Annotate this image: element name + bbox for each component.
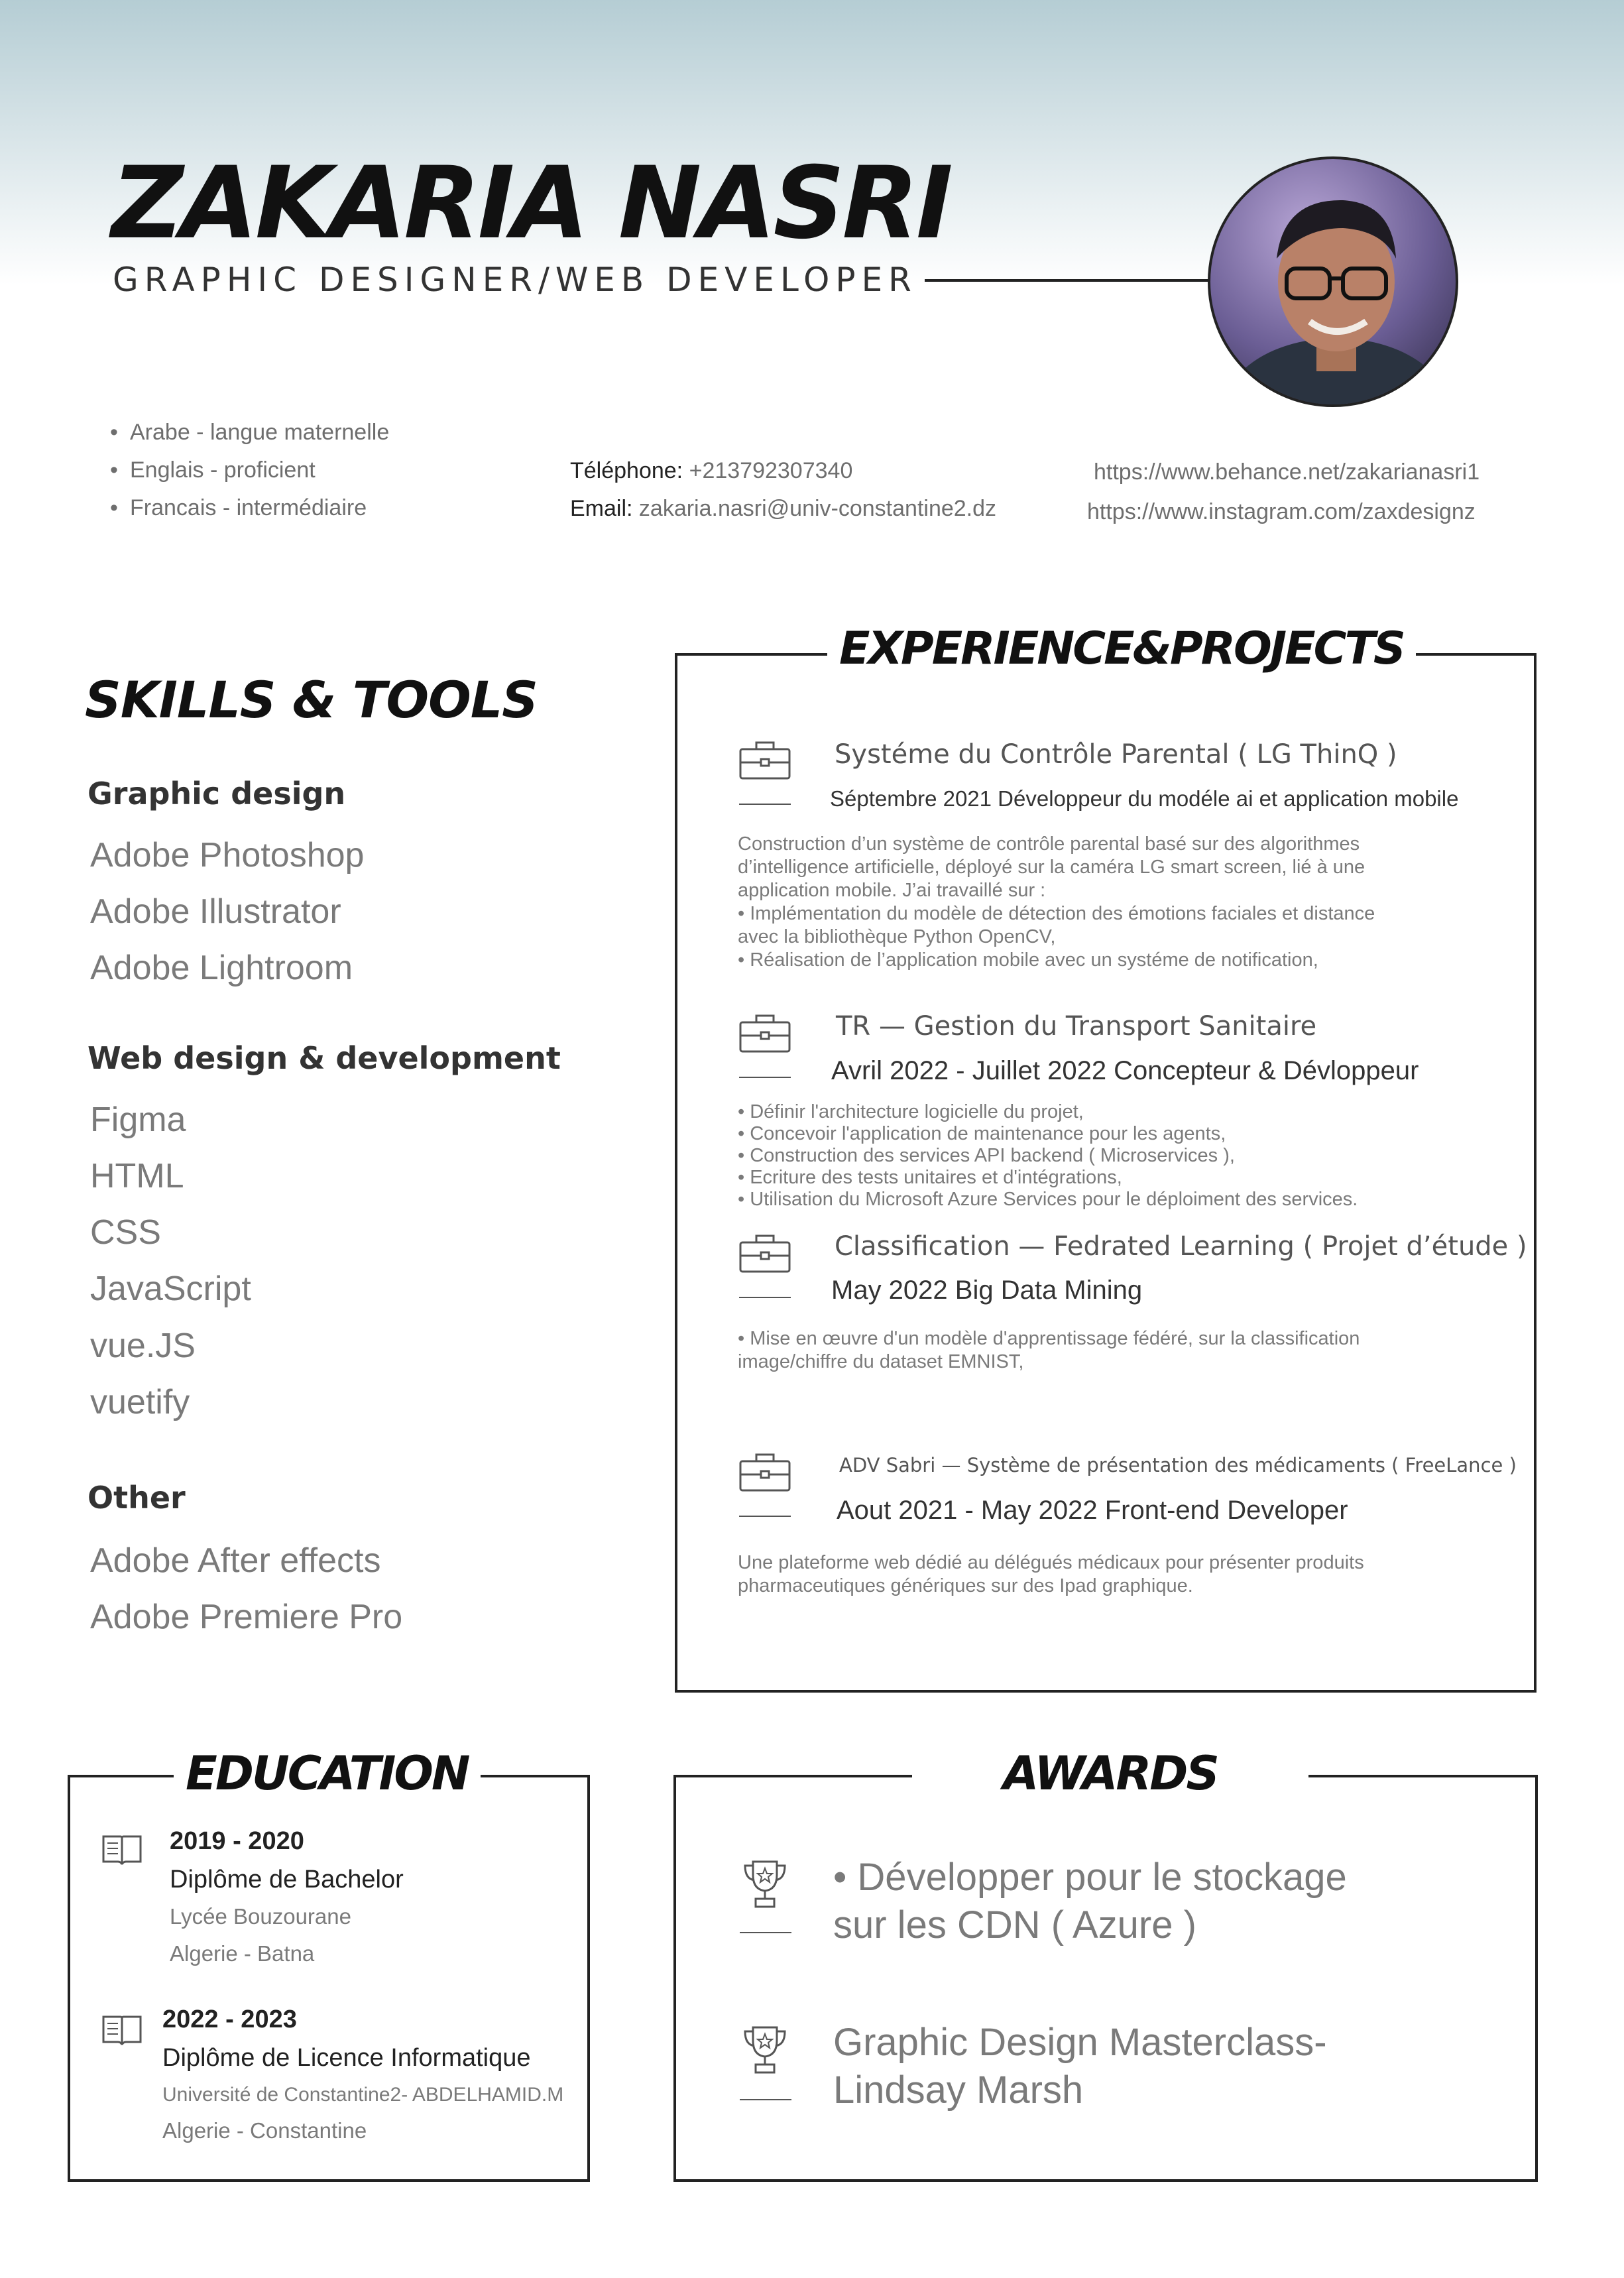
skill-item: Figma: [90, 1101, 186, 1139]
experience-heading: EXPERIENCE&PROJECTS: [827, 627, 1416, 672]
education-degree: Diplôme de Licence Informatique: [162, 2044, 531, 2072]
project-description: • Mise en œuvre d'un modèle d'apprentissage fédéré, sur la classification image/chiffre du dataset EMNIST,: [738, 1328, 1360, 1372]
briefcase-icon: [739, 1014, 791, 1054]
project-subtitle: May 2022 Big Data Mining: [831, 1276, 1143, 1305]
project-title: Systéme du Contrôle Parental ( LG ThinQ ): [835, 739, 1397, 770]
skill-item: CSS: [90, 1213, 161, 1252]
language-item: • Englais - proficient: [110, 457, 316, 483]
award-item: [833, 1854, 1347, 1949]
project-description: • Définir l'architecture logicielle du projet, • Concevoir l'application de maintenance pour les agents, • Construction des services API backend ( Microservices ), • Ecriture des tests unitaires et d'intégrations, • Utilisation du Microsoft Azure Services pour le déploiment des services.: [738, 1101, 1358, 1210]
icon-underline: [739, 1077, 791, 1078]
skill-category: Web design & development: [87, 1040, 561, 1076]
education-heading: EDUCATION: [174, 1750, 481, 1797]
skill-item: Adobe Photoshop: [90, 836, 365, 874]
project-subtitle: Séptembre 2021 Développeur du modéle ai et application mobile: [830, 786, 1459, 811]
icon-underline: [739, 804, 791, 805]
skill-item: HTML: [90, 1157, 184, 1195]
project-title: TR — Gestion du Transport Sanitaire: [836, 1011, 1317, 1042]
skill-item: Adobe Illustrator: [90, 892, 341, 931]
project-subtitle: Aout 2021 - May 2022 Front-end Developer: [837, 1496, 1348, 1525]
person-name: ZAKARIA NASRI: [111, 146, 951, 261]
project-subtitle: Avril 2022 - Juillet 2022 Concepteur & Dévloppeur: [831, 1056, 1419, 1085]
icon-underline: [739, 1516, 791, 1517]
language-item: • Francais - intermédiaire: [110, 495, 367, 520]
skill-category: Other: [87, 1480, 186, 1516]
phone-label: Téléphone:: [570, 458, 683, 483]
skill-item: Adobe Premiere Pro: [90, 1598, 403, 1636]
trophy-icon: [741, 1859, 789, 1909]
email-value[interactable]: zakaria.nasri@univ-constantine2.dz: [632, 496, 997, 521]
languages-list: [110, 414, 389, 527]
language-item: • Arabe - langue maternelle: [110, 420, 390, 445]
header-divider: [925, 279, 1210, 282]
education-school: Lycée Bouzourane: [170, 1904, 351, 1929]
skill-item: Adobe Lightroom: [90, 949, 353, 987]
education-years: 2022 - 2023: [162, 2006, 297, 2033]
phone-value[interactable]: +213792307340: [683, 458, 853, 483]
project-description: Construction d’un système de contrôle parental basé sur des algorithmes d’intelligence artificielle, déployé sur la caméra LG smart screen, lié à une application mobile. J’ai travaillé sur : • Implémentation du modèle de détection des émotions faciales et distance avec la bibliothèque Python OpenCV, • Réalisation de l’application mobile avec un systéme de notification,: [738, 833, 1375, 971]
project-title: Classification — Fedrated Learning ( Projet d’étude ): [835, 1231, 1527, 1262]
education-location: Algerie - Constantine: [162, 2118, 367, 2143]
award-item: [833, 2019, 1327, 2114]
phone-row: [570, 452, 996, 490]
contact-info: [570, 452, 996, 528]
icon-underline: [740, 1932, 791, 1933]
book-icon: [101, 1832, 143, 1867]
briefcase-icon: [739, 1234, 791, 1274]
award-line: • Développer pour le stockage: [833, 1856, 1347, 1899]
job-title: GRAPHIC DESIGNER/WEB DEVELOPER: [113, 261, 917, 299]
book-icon: [101, 2013, 143, 2047]
skill-item: vue.JS: [90, 1327, 196, 1365]
social-links: [1087, 452, 1479, 532]
awards-heading: AWARDS: [912, 1750, 1308, 1797]
education-location: Algerie - Batna: [170, 1941, 315, 1966]
education-degree: Diplôme de Bachelor: [170, 1866, 404, 1893]
skills-heading: SKILLS & TOOLS: [85, 670, 538, 729]
email-row: [570, 490, 996, 528]
skill-item: vuetify: [90, 1383, 190, 1421]
skill-item: Adobe After effects: [90, 1541, 381, 1580]
project-description: Une plateforme web dédié au délégués médicaux pour présenter produits pharmaceutiques génériques sur des Ipad graphique.: [738, 1552, 1364, 1596]
trophy-icon: [741, 2025, 789, 2075]
behance-link[interactable]: https://www.behance.net/zakarianasri1: [1094, 459, 1480, 485]
education-school: Université de Constantine2- ABDELHAMID.M: [162, 2084, 564, 2106]
avatar: [1208, 156, 1458, 407]
project-title: ADV Sabri — Système de présentation des médicaments ( FreeLance ): [839, 1454, 1517, 1476]
briefcase-icon: [739, 741, 791, 781]
skill-category: Graphic design: [87, 776, 346, 811]
icon-underline: [739, 1297, 791, 1298]
skill-item: JavaScript: [90, 1270, 251, 1308]
briefcase-icon: [739, 1453, 791, 1493]
award-line: Graphic Design Masterclass-: [833, 2021, 1327, 2064]
icon-underline: [740, 2099, 791, 2100]
education-years: 2019 - 2020: [170, 1827, 304, 1855]
instagram-link[interactable]: https://www.instagram.com/zaxdesignz: [1087, 499, 1476, 524]
email-label: Email:: [570, 496, 633, 521]
award-line: sur les CDN ( Azure ): [833, 1903, 1196, 1947]
awards-box: [673, 1775, 1538, 2182]
award-line: Lindsay Marsh: [833, 2068, 1084, 2112]
